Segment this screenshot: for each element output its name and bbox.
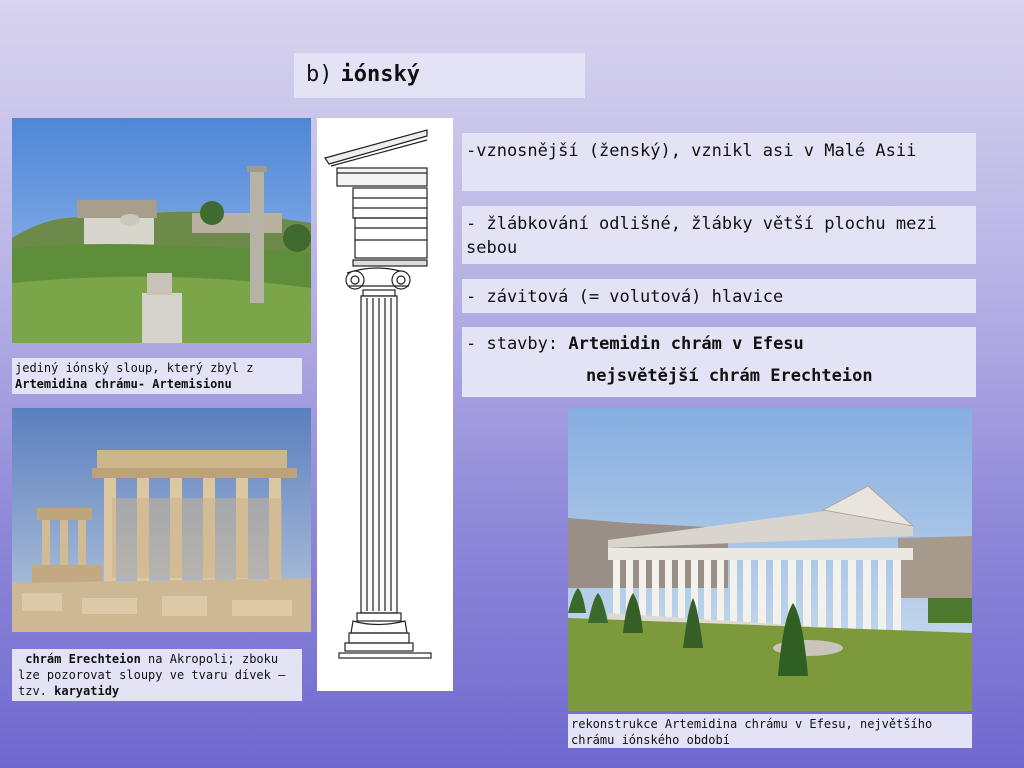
- bullet-stavby: [462, 327, 976, 397]
- artemision-caption: [12, 358, 302, 394]
- erechteion-photo: [12, 408, 311, 632]
- artemision-caption-text: jediný iónský sloup, který zbyl z: [15, 361, 254, 375]
- erechteion-caption-bold2: karyatidy: [54, 684, 120, 698]
- stavby-prefix: - stavby:: [466, 334, 559, 354]
- title-prefix: b): [306, 62, 333, 87]
- stavby-erechteion: nejsvětější chrám Erechteion: [586, 366, 873, 386]
- artemision-caption-bold: Artemidina chrámu- Artemisionu: [15, 377, 232, 391]
- erechteion-caption-bold1: chrám Erechteion: [25, 652, 141, 666]
- erechteion-caption-text: na Akropoli; zboku lze pozorovat sloupy ve tvaru dívek – tzv.: [18, 652, 286, 698]
- stavby-row1: [466, 332, 972, 356]
- slide-title: [294, 53, 585, 98]
- ionic-column-drawing: [317, 118, 453, 691]
- reconstruction-photo: [568, 408, 972, 711]
- reconstruction-caption: rekonstrukce Artemidina chrámu v Efesu, největšího chrámu iónského období: [568, 714, 972, 748]
- bullet-hlavice: - závitová (= volutová) hlavice: [462, 279, 976, 313]
- stavby-artemis: Artemidin chrám v Efesu: [568, 334, 804, 354]
- bullet-vznosnejsi: -vznosnější (ženský), vznikl asi v Malé Asii: [462, 133, 976, 191]
- bullet-zlabkovani: - žlábkování odlišné, žlábky větší plochu mezi sebou: [462, 206, 976, 264]
- title-word: iónský: [340, 62, 420, 87]
- erechteion-caption: [12, 649, 302, 701]
- artemision-photo: [12, 118, 311, 343]
